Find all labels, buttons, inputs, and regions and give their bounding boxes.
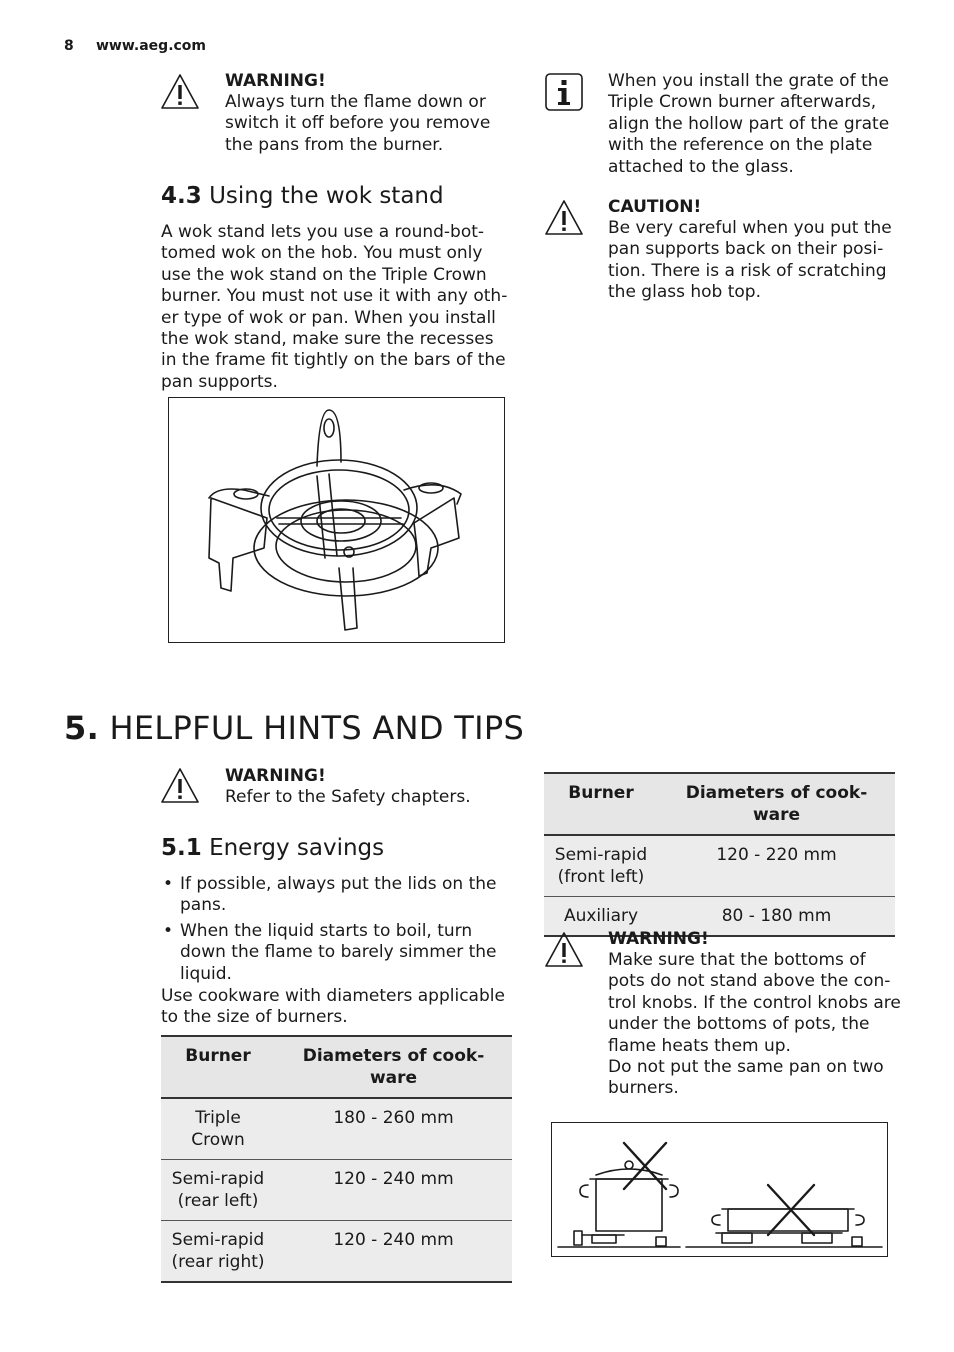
burner-cell: Triple Crown bbox=[161, 1098, 275, 1160]
warning-text: Refer to the Safety chapters. bbox=[225, 787, 471, 807]
table-row bbox=[161, 1098, 512, 1160]
table-header-burner: Burner bbox=[161, 1036, 275, 1098]
caution-triangle-icon bbox=[544, 198, 584, 238]
page-number: 8 bbox=[64, 38, 74, 54]
wok-stand-illustration bbox=[168, 397, 505, 643]
section-title: Using the wok stand bbox=[209, 183, 444, 209]
cookware-table-left bbox=[161, 1035, 512, 1283]
table-row bbox=[544, 835, 895, 897]
diameter-cell: 120 - 240 mm bbox=[275, 1160, 512, 1221]
warning-triangle-icon bbox=[160, 72, 200, 112]
chapter-title: HELPFUL HINTS AND TIPS bbox=[109, 709, 525, 747]
pot-placement-drawing bbox=[552, 1123, 887, 1256]
wok-stand-paragraph: A wok stand lets you use a round-bot-tomed wok on the hob. You must only use the wok stand on the Triple Crown burner. You must not use it with any oth-er type of wok or pan. When you install the wok stand, make sure the recesses in the frame fit tightly on the bars of the pan supports. bbox=[161, 222, 508, 392]
diameter-cell: 80 - 180 mm bbox=[658, 897, 895, 937]
cookware-intro: Use cookware with diameters applicable to the size of burners. bbox=[161, 986, 505, 1028]
warning-text-two-burners: Do not put the same pan on two burners. bbox=[608, 1057, 884, 1099]
table-header-diameter: Diameters of cook-ware bbox=[275, 1036, 512, 1098]
table-row bbox=[161, 1221, 512, 1283]
chapter-number: 5. bbox=[64, 709, 100, 747]
warning-notice-safety bbox=[225, 766, 515, 808]
warning-notice-knobs bbox=[608, 929, 903, 1100]
section-heading-4-3 bbox=[161, 182, 521, 210]
list-item: • If possible, always put the lids on the pans. bbox=[161, 874, 506, 917]
section-number: 4.3 bbox=[161, 183, 202, 209]
warning-title: WARNING! bbox=[225, 766, 326, 786]
table-header-burner: Burner bbox=[544, 773, 658, 835]
wok-stand-drawing bbox=[169, 398, 504, 642]
section-heading-5-1 bbox=[161, 834, 521, 862]
section-title: Energy savings bbox=[209, 835, 385, 861]
warning-text: Always turn the flame down or switch it off before you remove the pans from the burner. bbox=[225, 92, 491, 155]
table-header-diameter: Diameters of cook-ware bbox=[658, 773, 895, 835]
list-item: • When the liquid starts to boil, turn down the flame to barely simmer the liquid. bbox=[161, 921, 506, 985]
chapter-heading-5 bbox=[64, 709, 864, 747]
cookware-table-right bbox=[544, 772, 895, 937]
table-row bbox=[161, 1160, 512, 1221]
burner-cell: Semi-rapid (front left) bbox=[544, 835, 658, 897]
section-number: 5.1 bbox=[161, 835, 202, 861]
website-url: www.aeg.com bbox=[96, 38, 207, 54]
energy-tips-list bbox=[161, 874, 506, 985]
caution-text: Be very careful when you put the pan supports back on their posi-tion. There is a risk of scratching the glass hob top. bbox=[608, 218, 892, 303]
diameter-cell: 180 - 260 mm bbox=[275, 1098, 512, 1160]
warning-notice-flame bbox=[225, 71, 515, 156]
diameter-cell: 120 - 240 mm bbox=[275, 1221, 512, 1283]
burner-cell: Semi-rapid (rear left) bbox=[161, 1160, 275, 1221]
caution-notice bbox=[608, 197, 903, 304]
warning-triangle-icon bbox=[160, 766, 200, 806]
warning-title: WARNING! bbox=[608, 929, 709, 949]
info-notice-text: When you install the grate of the Triple Crown burner afterwards, align the hollow part of the grate with the reference on the plate attached to the glass. bbox=[608, 71, 890, 177]
warning-triangle-icon bbox=[544, 930, 584, 970]
pot-placement-illustration bbox=[551, 1122, 888, 1257]
caution-title: CAUTION! bbox=[608, 197, 702, 217]
info-icon bbox=[544, 72, 584, 112]
diameter-cell: 120 - 220 mm bbox=[658, 835, 895, 897]
burner-cell: Auxiliary bbox=[544, 897, 658, 937]
burner-cell: Semi-rapid (rear right) bbox=[161, 1221, 275, 1283]
warning-title: WARNING! bbox=[225, 71, 326, 91]
warning-text: Make sure that the bottoms of pots do not stand above the con-trol knobs. If the control knobs are under the bottoms of pots, the flame heats them up. bbox=[608, 950, 901, 1056]
